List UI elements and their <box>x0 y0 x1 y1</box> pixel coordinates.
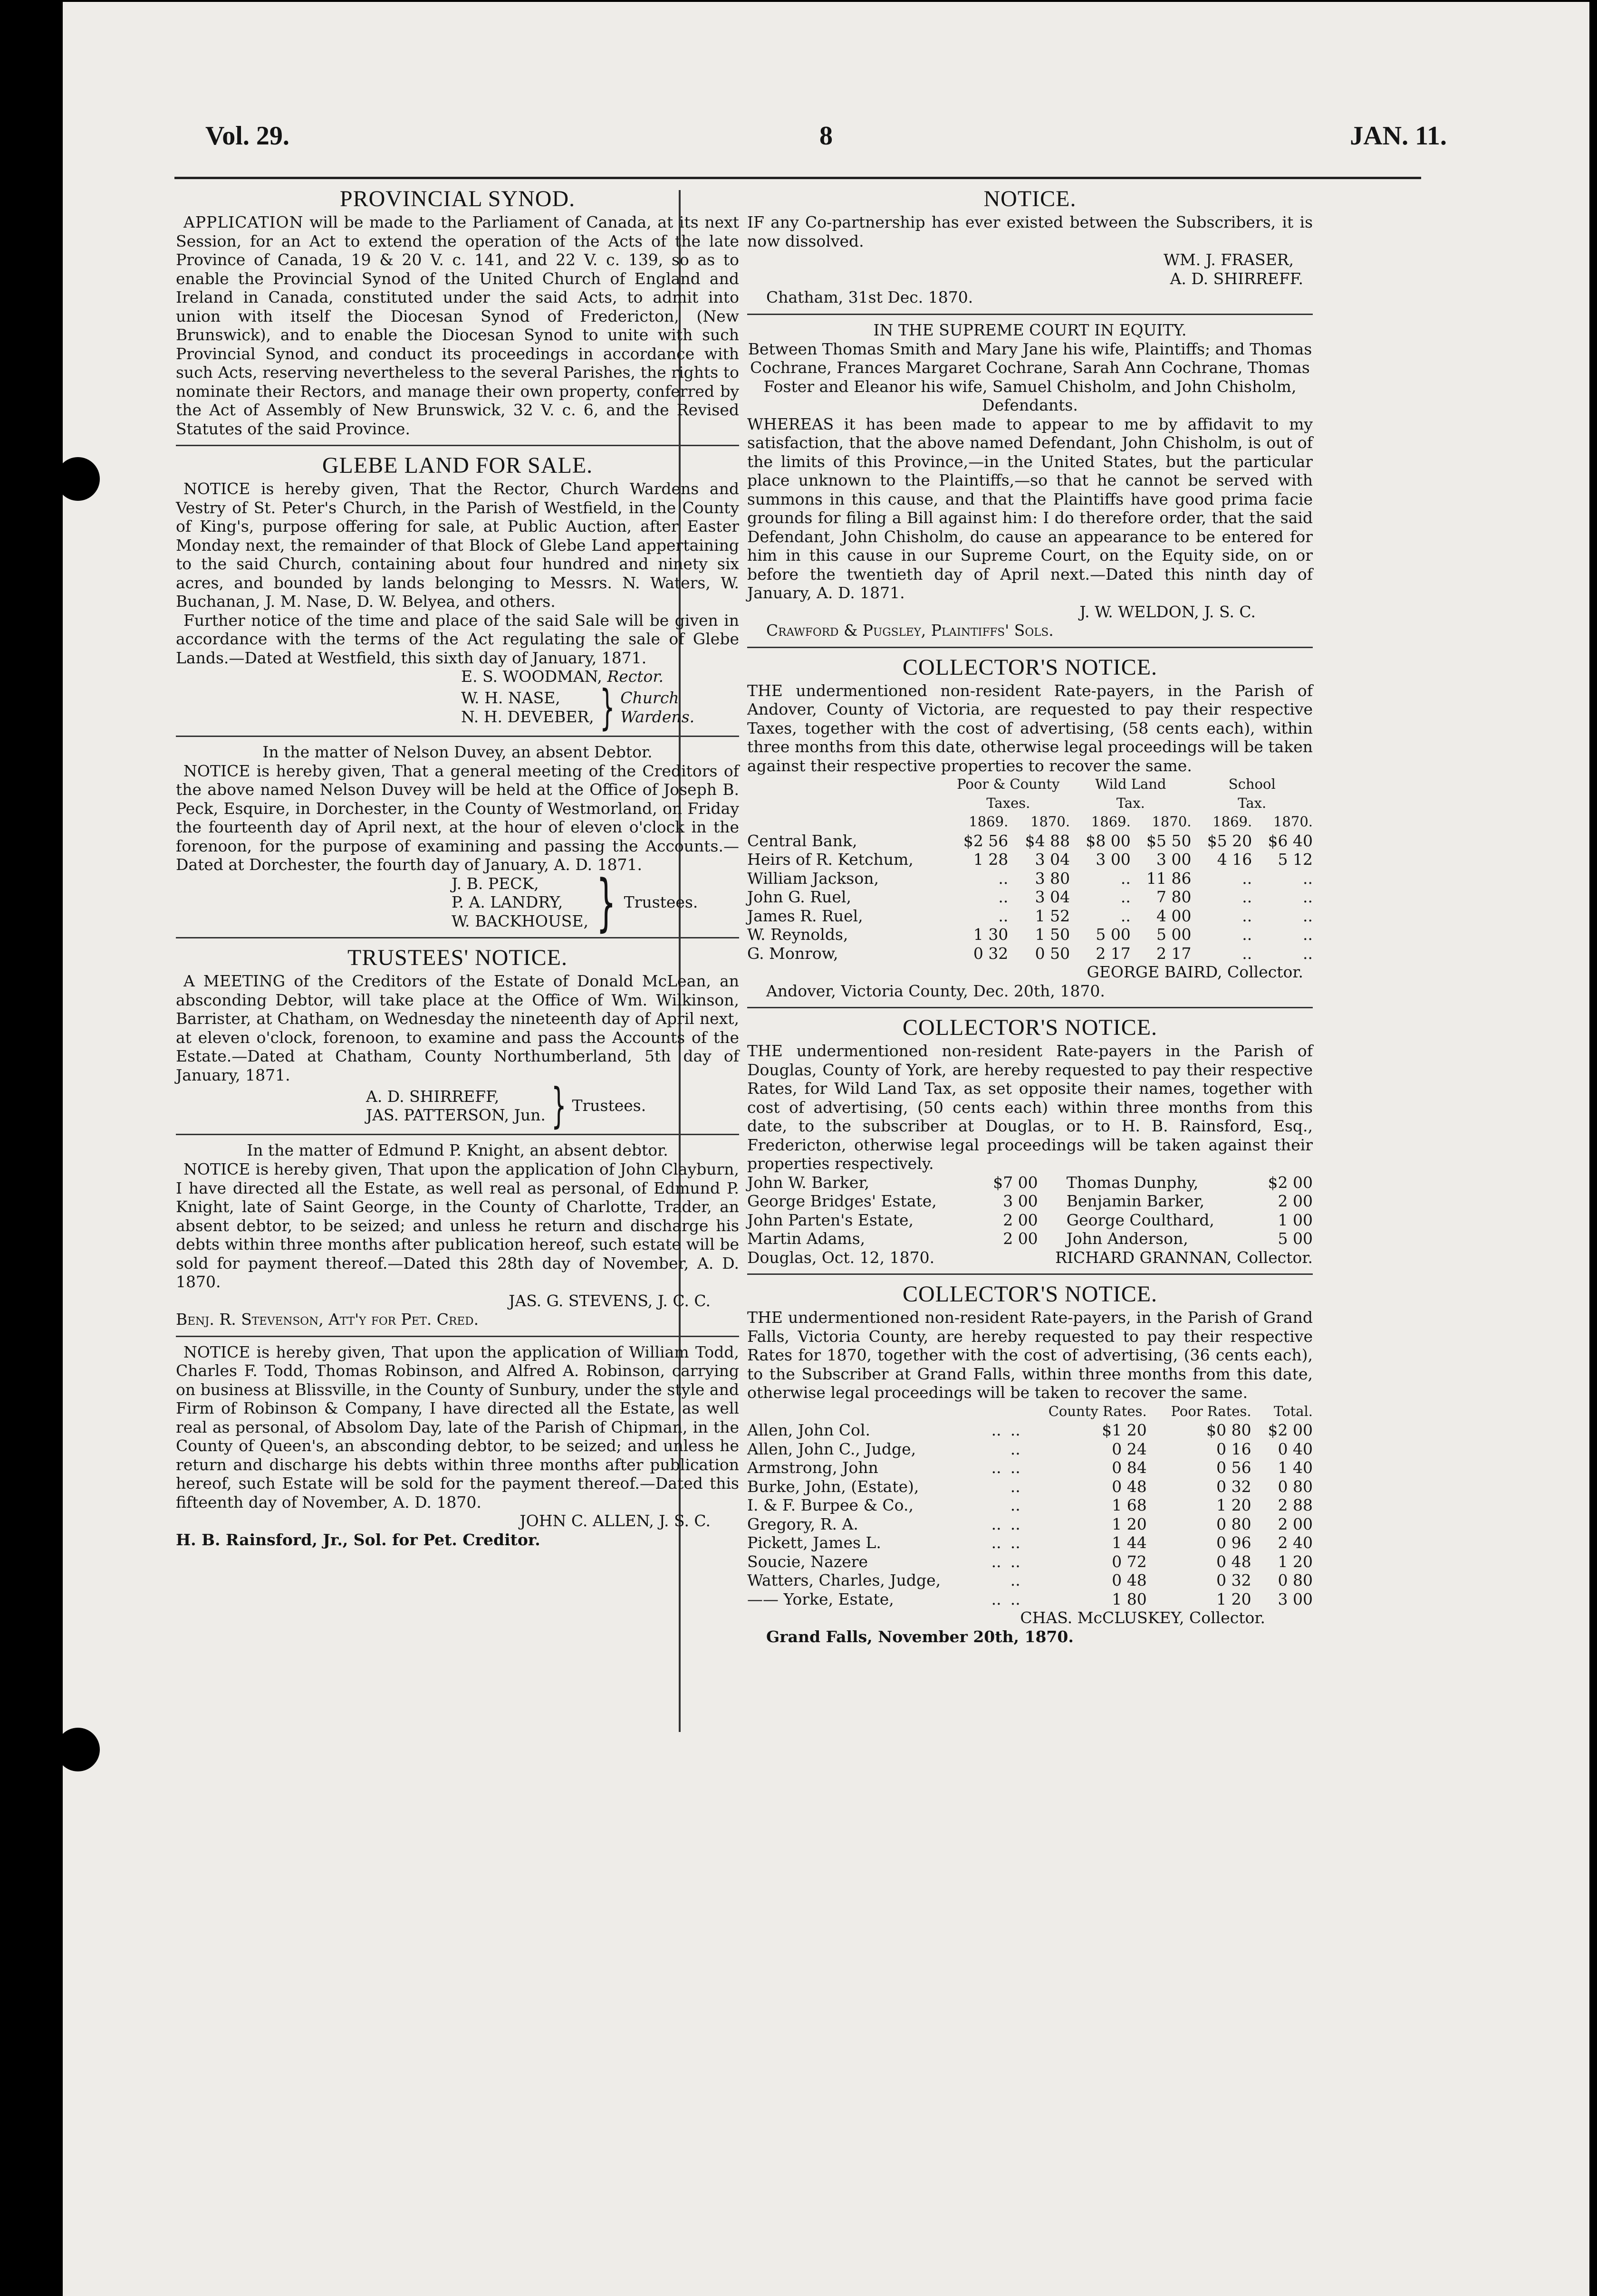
table-cell: James R. Ruel, <box>747 906 863 925</box>
grandfalls-notice: THE undermentioned non-resident Rate-payers, in the Parish of Grand Falls, Victoria County, are hereby requested to pay their respective Rates for 1870, together with the cost of advertising, (36 cents each), to the Subscriber at Grand Falls, within three months from this date, otherwise legal proceedings will be taken to recover the same. <box>747 1308 1313 1402</box>
header-county-rates: County Rates. <box>1048 1403 1147 1419</box>
table-cell: Gregory, R. A. <box>747 1514 858 1533</box>
grandfalls-place-date: Grand Falls, November 20th, 1870. <box>766 1627 1074 1646</box>
table-row <box>747 1192 1313 1211</box>
table-cell <box>982 1477 1001 1496</box>
douglas-collector: RICHARD GRANNAN, Collector. <box>1055 1248 1313 1267</box>
table-cell: W. Reynolds, <box>747 925 848 944</box>
table-cell: .. <box>991 1533 1001 1552</box>
table-row <box>747 1173 1313 1192</box>
table-row <box>747 1515 1313 1534</box>
table-cell: 0 96 <box>1216 1533 1251 1552</box>
douglas-place-date: Douglas, Oct. 12, 1870. <box>747 1248 935 1267</box>
year-header: 1870. <box>1273 813 1313 830</box>
table-row <box>747 1533 1313 1552</box>
table-cell: John Anderson, <box>1066 1229 1188 1248</box>
mclean-trustees <box>366 1078 739 1133</box>
table-cell: John G. Ruel, <box>747 888 851 906</box>
role-rector: Rector. <box>607 667 664 686</box>
role-church: Church <box>620 689 679 707</box>
separator <box>176 1134 739 1135</box>
table-cell: 1 30 <box>973 925 1009 944</box>
table-cell: 0 50 <box>1035 944 1070 963</box>
table-cell: Burke, John, (Estate), <box>747 1477 919 1496</box>
role-wardens: Wardens. <box>620 707 695 726</box>
equity-solicitors: Crawford & Pugsley, Plaintiffs' Sols. <box>766 621 1054 640</box>
table-cell: John Parten's Estate, <box>747 1210 914 1229</box>
table-cell: 0 32 <box>1216 1571 1251 1589</box>
table-cell: $6 40 <box>1268 831 1313 850</box>
table-cell: .. <box>1242 888 1252 906</box>
table-cell: .. <box>1303 944 1313 963</box>
table-cell: George Coulthard, <box>1066 1210 1214 1229</box>
table-header-row <box>747 794 1313 813</box>
table-cell: .. <box>1120 888 1131 906</box>
table-cell: .. <box>1303 906 1313 925</box>
table-cell: 2 88 <box>1278 1496 1313 1514</box>
table-row <box>747 1458 1313 1477</box>
table-cell: .. <box>1010 1589 1020 1608</box>
page-header <box>205 121 1447 154</box>
year-header: 1870. <box>1152 813 1192 830</box>
grandfalls-collector: CHAS. McCLUSKEY, Collector. <box>1020 1608 1265 1627</box>
equity-parties: Between Thomas Smith and Mary Jane his wife, Plaintiffs; and Thomas Cochrane, Frances Margaret Cochrane, Sarah Ann Cochrane, Thomas Foster and Eleanor his wife, Samuel Chisholm, and John Chisholm, Defendants. <box>748 339 1312 414</box>
table-row <box>747 888 1313 907</box>
table-cell: 2 00 <box>1278 1192 1313 1210</box>
table-cell <box>982 1571 1001 1590</box>
table-cell: .. <box>991 1458 1001 1477</box>
table-row <box>747 1211 1313 1230</box>
table-cell: .. <box>1242 906 1252 925</box>
table-cell: $5 20 <box>1207 831 1252 850</box>
table-header-row <box>747 775 1313 794</box>
glebe-signatures <box>461 667 739 735</box>
separator <box>747 1273 1313 1275</box>
table-cell: 2 17 <box>1156 944 1192 963</box>
table-cell: 1 50 <box>1035 925 1070 944</box>
header-rule <box>174 177 1421 179</box>
table-cell: .. <box>1010 1514 1020 1533</box>
signer-fraser: WM. J. FRASER, <box>1164 250 1294 269</box>
table-cell: .. <box>1010 1571 1020 1589</box>
grandfalls-rows <box>747 1421 1313 1608</box>
table-cell: 0 72 <box>1112 1552 1147 1571</box>
douglas-rows <box>747 1173 1313 1248</box>
table-cell: 0 48 <box>1112 1571 1147 1589</box>
separator <box>176 1336 739 1337</box>
synod-lead: APPLICATION <box>183 213 304 231</box>
table-row <box>747 1590 1313 1609</box>
separator <box>747 1007 1313 1008</box>
mclean-notice: A MEETING of the Creditors of the Estate of Donald McLean, an absconding Debtor, will take place at the Office of Wm. Wilkinson, Barrister, at Chatham, on Wednesday the nineteenth day of April next, at eleven o'clock, forenoon, to examine and pass the Accounts of the Estate.—Dated at Chatham, County Northumberland, 5th day of January, 1871. <box>176 972 739 1084</box>
table-row <box>747 1496 1313 1515</box>
table-cell <box>982 1440 1001 1459</box>
table-cell: 2 00 <box>1003 1210 1038 1229</box>
table-cell: Central Bank, <box>747 831 857 850</box>
glebe-paragraph-1: NOTICE is hereby given, That the Rector, Church Wardens and Vestry of St. Peter's Church, in the Parish of Westfield, in the County of King's, purpose offering for sale, at Public Auction, after Easter Monday next, the remainder of that Block of Glebe Land appertaining to the said Church, containing about four hundred and ninety six acres, and bounded by lands belonging to Messrs. N. Waters, W. Buchanan, J. M. Nase, D. W. Belyea, and others. <box>176 479 739 611</box>
table-cell: Pickett, James L. <box>747 1533 881 1552</box>
signer-deveber: N. H. DEVEBER, <box>461 707 594 726</box>
header-poor-rates: Poor Rates. <box>1171 1403 1251 1419</box>
table-years-row <box>747 813 1313 832</box>
brace-glyph: } <box>596 866 616 938</box>
equity-title: IN THE SUPREME COURT IN EQUITY. <box>873 320 1187 339</box>
table-cell: 1 80 <box>1112 1589 1147 1608</box>
table-cell: .. <box>991 1421 1001 1439</box>
table-cell: 0 32 <box>1216 1477 1251 1496</box>
brace-glyph: } <box>551 1078 567 1133</box>
equity-order: WHEREAS it has been made to appear to me by affidavit to my satisfaction, that the above named Defendant, John Chisholm, is out of the limits of this Province,—in the United States, but the particular place unknown to the Plaintiffs,—so that he cannot be served with summons in this cause, and that the Plaintiffs have good prima facie grounds for filing a Bill against him: I do therefore order, that the said Defendant, John Chisholm, do cause an appearance to be entered for him in this cause in our Supreme Court, on the Equity side, on or before the twentieth day of April next.—Dated this ninth day of January, A. D. 1871. <box>747 414 1313 602</box>
table-cell: $0 80 <box>1206 1421 1251 1439</box>
table-cell: .. <box>991 1552 1001 1571</box>
table-cell: 0 40 <box>1278 1439 1313 1458</box>
trustees-notice-title: TRUSTEES' NOTICE. <box>347 945 568 970</box>
table-row <box>747 907 1313 926</box>
table-cell: .. <box>1303 925 1313 944</box>
table-row <box>747 1571 1313 1590</box>
douglas-rate-table <box>747 1173 1313 1248</box>
table-cell: 0 80 <box>1278 1477 1313 1496</box>
table-cell: $2 00 <box>1268 1173 1313 1192</box>
table-cell: Soucie, Nazere <box>747 1552 868 1571</box>
table-cell: .. <box>1010 1421 1020 1439</box>
group-taxes: Taxes. <box>986 794 1030 811</box>
knight-caption: In the matter of Edmund P. Knight, an absent debtor. <box>247 1141 668 1159</box>
table-cell: .. <box>998 888 1009 906</box>
andover-place-date: Andover, Victoria County, Dec. 20th, 1870. <box>766 981 1105 1000</box>
table-row <box>747 1477 1313 1496</box>
table-cell: 1 20 <box>1278 1552 1313 1571</box>
andover-rows <box>747 832 1313 963</box>
table-cell: Watters, Charles, Judge, <box>747 1571 941 1589</box>
table-cell: G. Monrow, <box>747 944 838 963</box>
table-cell: .. <box>1010 1533 1020 1552</box>
separator <box>176 937 739 938</box>
table-cell: 5 00 <box>1096 925 1131 944</box>
table-cell: 3 04 <box>1035 850 1070 869</box>
table-cell: .. <box>998 906 1009 925</box>
table-cell: $4 88 <box>1025 831 1070 850</box>
table-cell: $2 56 <box>963 831 1009 850</box>
table-row <box>747 1440 1313 1459</box>
table-cell: I. & F. Burpee & Co., <box>747 1496 914 1514</box>
table-row <box>747 1229 1313 1248</box>
glebe-paragraph-2: Further notice of the time and place of the said Sale will be given in accordance with the terms of the Act regulating the sale of Glebe Lands.—Dated at Westfield, this sixth day of January, 1871. <box>176 611 739 667</box>
absolom-notice: NOTICE is hereby given, That upon the application of William Todd, Charles F. Todd, Thomas Robinson, and Alfred A. Robinson, carrying on business at Blissville, in the County of Sunbury, under the style and Firm of Robinson & Company, I have directed all the Estate, as well real as personal, of Absolom Day, late of the Parish of Chipman, in the County of Queen's, an absconding debtor, to be seized; and unless he return and discharge his debts within three months after publication hereof, such Estate will be sold for the payment thereof.—Dated this fifteenth day of November, A. D. 1870. <box>176 1342 739 1512</box>
table-cell: 11 86 <box>1146 869 1192 888</box>
table-cell: .. <box>1010 1458 1020 1477</box>
table-cell: 3 00 <box>1096 850 1131 869</box>
table-cell: .. <box>1303 888 1313 906</box>
table-row <box>747 869 1313 888</box>
table-row <box>747 944 1313 963</box>
table-cell: Heirs of R. Ketchum, <box>747 850 914 869</box>
header-total: Total. <box>1274 1403 1313 1419</box>
table-cell: .. <box>1010 1552 1020 1571</box>
notice-title: NOTICE. <box>983 186 1077 211</box>
table-cell: 5 00 <box>1156 925 1192 944</box>
absolom-judge: JOHN C. ALLEN, J. S. C. <box>520 1512 711 1530</box>
table-cell: Martin Adams, <box>747 1229 866 1248</box>
table-cell: 5 00 <box>1278 1229 1313 1248</box>
trustee-patterson: JAS. PATTERSON, Jun. <box>366 1106 546 1124</box>
table-cell: .. <box>1242 869 1252 888</box>
table-cell: 1 20 <box>1216 1496 1251 1514</box>
table-cell: 2 00 <box>1003 1229 1038 1248</box>
table-row <box>747 1552 1313 1571</box>
duvey-notice: NOTICE is hereby given, That a general meeting of the Creditors of the above named Nelson Duvey will be held at the Office of Joseph B. Peck, Esquire, in Dorchester, in the County of Westmorland, on Friday the fourteenth day of April next, at the hour of eleven o'clock in the forenoon, for the purpose of examining and passing the Accounts.—Dated at Dorchester, the fourth day of January, A. D. 1871. <box>176 761 739 874</box>
table-cell: 0 80 <box>1278 1571 1313 1589</box>
table-cell: 5 12 <box>1278 850 1313 869</box>
synod-notice <box>176 213 739 438</box>
year-header: 1869. <box>1212 813 1252 830</box>
duvey-trustees <box>452 866 739 938</box>
table-cell: 7 80 <box>1156 888 1192 906</box>
table-cell: 0 48 <box>1112 1477 1147 1496</box>
table-cell: 1 40 <box>1278 1458 1313 1477</box>
punch-hole-top <box>63 457 100 501</box>
table-cell: .. <box>1242 944 1252 963</box>
table-cell: 1 52 <box>1035 906 1070 925</box>
separator <box>176 736 739 737</box>
douglas-title: COLLECTOR'S NOTICE. <box>902 1015 1158 1040</box>
table-cell: .. <box>1120 906 1131 925</box>
table-cell: $5 50 <box>1146 831 1192 850</box>
left-column <box>176 185 739 1549</box>
table-cell: 1 00 <box>1278 1210 1313 1229</box>
table-cell: 2 17 <box>1096 944 1131 963</box>
brace-glyph: } <box>599 679 615 735</box>
table-cell: Benjamin Barker, <box>1066 1192 1205 1210</box>
duvey-caption: In the matter of Nelson Duvey, an absent Debtor. <box>262 742 653 761</box>
andover-collector: GEORGE BAIRD, Collector. <box>1087 963 1303 981</box>
knight-attorney: Benj. R. Stevenson, Att'y for Pet. Cred. <box>176 1310 479 1329</box>
table-header-row <box>747 1402 1313 1421</box>
douglas-footer <box>747 1248 1313 1267</box>
signer-shirreff: A. D. SHIRREFF. <box>1170 269 1303 288</box>
separator <box>747 647 1313 648</box>
table-cell: 3 80 <box>1035 869 1070 888</box>
group-wild-land: Wild Land <box>1095 776 1166 792</box>
table-cell: Armstrong, John <box>747 1458 878 1477</box>
trustee-backhouse: W. BACKHOUSE, <box>452 911 588 930</box>
trustee-shirreff: A. D. SHIRREFF, <box>366 1087 500 1106</box>
year-header: 1869. <box>1091 813 1131 830</box>
group-poor-county: Poor & County <box>957 776 1060 792</box>
table-row <box>747 832 1313 851</box>
group-tax: Tax. <box>1238 794 1267 811</box>
trustee-peck: J. B. PECK, <box>452 874 539 893</box>
equity-judge: J. W. WELDON, J. S. C. <box>1079 602 1256 621</box>
andover-notice: THE undermentioned non-resident Rate-payers, in the Parish of Andover, County of Victoria, are requested to pay their respective Taxes, together with the cost of advertising, (58 cents each), within three months from this date, otherwise legal proceedings will be taken against their respective properties to recover the same. <box>747 681 1313 775</box>
separator <box>747 314 1313 315</box>
issue-date: JAN. 11. <box>1350 121 1447 151</box>
partnership-notice: IF any Co-partnership has ever existed between the Subscribers, it is now dissolved. <box>747 213 1313 250</box>
table-cell: .. <box>1242 925 1252 944</box>
volume-number: Vol. 29. <box>205 121 289 151</box>
table-cell: 1 20 <box>1216 1589 1251 1608</box>
table-cell: 1 68 <box>1112 1496 1147 1514</box>
absolom-solicitor: H. B. Rainsford, Jr., Sol. for Pet. Creditor. <box>176 1530 540 1549</box>
table-cell: 1 28 <box>973 850 1009 869</box>
table-row <box>747 850 1313 869</box>
table-cell: George Bridges' Estate, <box>747 1192 937 1210</box>
table-cell: 0 56 <box>1216 1458 1251 1477</box>
table-cell: 1 44 <box>1112 1533 1147 1552</box>
knight-notice: NOTICE is hereby given, That upon the application of John Clayburn, I have directed all the Estate, as well real as personal, of Edmund P. Knight, late of Saint George, in the County of Charlotte, Trader, an absent debtor, to be seized; and unless he return and discharge his debts within three months after publication hereof, such estate will be sold for payment thereof.—Dated this 28th day of November, A. D. 1870. <box>176 1160 739 1291</box>
table-cell: —— Yorke, Estate, <box>747 1589 894 1608</box>
page-number: 8 <box>819 121 833 151</box>
table-cell: 3 00 <box>1156 850 1192 869</box>
table-cell: .. <box>1010 1496 1020 1514</box>
year-header: 1869. <box>969 813 1009 830</box>
table-cell: .. <box>1010 1439 1020 1458</box>
table-cell: .. <box>1010 1477 1020 1496</box>
table-cell: Thomas Dunphy, <box>1066 1173 1199 1192</box>
table-cell: 4 16 <box>1217 850 1252 869</box>
year-header: 1870. <box>1030 813 1070 830</box>
table-cell: .. <box>991 1589 1001 1608</box>
table-cell: 3 00 <box>1278 1589 1313 1608</box>
table-cell: Allen, John Col. <box>747 1421 870 1439</box>
table-cell: 0 48 <box>1216 1552 1251 1571</box>
group-school: School <box>1228 776 1276 792</box>
trustee-landry: P. A. LANDRY, <box>452 893 563 911</box>
table-cell: 0 80 <box>1216 1514 1251 1533</box>
table-cell: $1 20 <box>1102 1421 1147 1439</box>
table-cell: 2 40 <box>1278 1533 1313 1552</box>
table-cell: 2 00 <box>1278 1514 1313 1533</box>
table-cell: $2 00 <box>1268 1421 1313 1439</box>
table-cell: $7 00 <box>993 1173 1038 1192</box>
table-cell: 1 20 <box>1112 1514 1147 1533</box>
synod-body: will be made to the Parliament of Canada, at its next Session, for an Act to extend the operation of the Acts of the late Province of Canada, 19 & 20 V. c. 141, and 22 V. c. 139, so as to enable the Provincial Synod of the United Church of England and Ireland in Canada, constituted under the said Acts, to admit into union with itself the Diocesan Synod of Fredericton, (New Brunswick), and to enable the Diocesan Synod to unite with such Provincial Synod, and conduct its proceedings in accordance with such Acts, reserving nevertheless to the several Parishes, the rights to nominate their Rectors, and manage their own property, conferred by the Act of Assembly of New Brunswick, 32 V. c. 6, and the Revised Statutes of the said Province. <box>176 213 739 438</box>
signer-nase: W. H. NASE, <box>461 689 560 707</box>
punch-hole-bottom <box>63 1728 100 1771</box>
table-cell: John W. Barker, <box>747 1173 870 1192</box>
table-cell: William Jackson, <box>747 869 879 888</box>
grandfalls-rate-table <box>747 1402 1313 1609</box>
right-column <box>747 185 1313 1646</box>
synod-title: PROVINCIAL SYNOD. <box>339 186 576 211</box>
table-cell: 4 00 <box>1156 906 1192 925</box>
notice-place-date: Chatham, 31st Dec. 1870. <box>766 288 973 306</box>
douglas-notice: THE undermentioned non-resident Rate-payers in the Parish of Douglas, County of York, are hereby requested to pay their respective Rates, for Wild Land Tax, as set opposite their names, together with cost of advertising, (50 cents each) within three months from this date, to the subscriber at Douglas, or to H. B. Rainsford, Esq., Fredericton, otherwise legal proceedings will be taken against their properties respectively. <box>747 1042 1313 1173</box>
andover-title: COLLECTOR'S NOTICE. <box>902 654 1158 680</box>
andover-tax-table <box>747 775 1313 963</box>
role-trustees: Trustees. <box>624 893 698 911</box>
table-cell: 0 24 <box>1112 1439 1147 1458</box>
table-cell: 0 16 <box>1216 1439 1251 1458</box>
group-tax: Tax. <box>1116 794 1145 811</box>
grandfalls-title: COLLECTOR'S NOTICE. <box>902 1282 1158 1307</box>
table-cell: 0 84 <box>1112 1458 1147 1477</box>
table-row <box>747 1421 1313 1440</box>
table-cell: 3 00 <box>1003 1192 1038 1210</box>
table-row <box>747 925 1313 944</box>
separator <box>176 445 739 446</box>
table-cell: .. <box>991 1514 1001 1533</box>
table-cell: Allen, John C., Judge, <box>747 1439 916 1458</box>
role-trustees: Trustees. <box>572 1096 646 1115</box>
signer-woodman: E. S. WOODMAN, <box>461 667 602 686</box>
table-cell: 3 04 <box>1035 888 1070 906</box>
table-cell <box>982 1496 1001 1515</box>
table-cell: .. <box>1303 869 1313 888</box>
table-cell: 0 32 <box>973 944 1009 963</box>
knight-judge: JAS. G. STEVENS, J. C. C. <box>509 1291 711 1310</box>
table-cell: .. <box>1120 869 1131 888</box>
glebe-title: GLEBE LAND FOR SALE. <box>322 453 593 478</box>
table-cell: .. <box>998 869 1009 888</box>
table-cell: $8 00 <box>1086 831 1131 850</box>
